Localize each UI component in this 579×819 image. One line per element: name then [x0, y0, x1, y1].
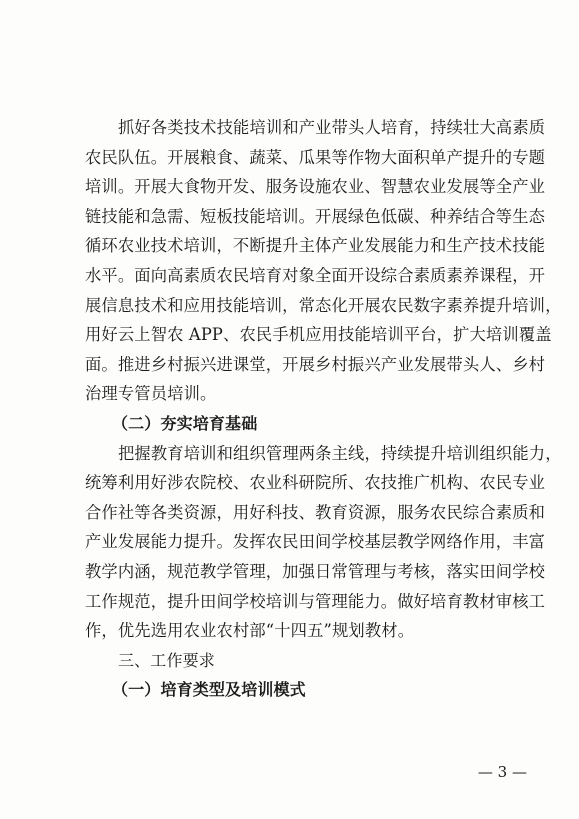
text-line: 教学内涵，规范教学管理，加强日常管理与考核，落实田间学校 [85, 562, 546, 581]
page-number: — 3 — [477, 763, 527, 781]
text-line: 链技能和急需、短板技能培训。开展绿色低碳、种养结合等生态 [85, 207, 546, 226]
section-heading: （一）培育类型及培训模式 [112, 680, 306, 699]
text-line: 工作规范，提升田间学校培训与管理能力。做好培育教材审核工 [85, 592, 546, 611]
text-line: 培训。开展大食物开发、服务设施农业、智慧农业发展等全产业 [85, 177, 546, 196]
text-line: 产业发展能力提升。发挥农民田间学校基层教学网络作用，丰富 [85, 532, 546, 551]
text-line: 用好云上智农 APP、农民手机应用技能培训平台，扩大培训覆盖 [85, 325, 552, 344]
text-line: 展信息技术和应用技能培训，常态化开展农民数字素养提升培训， [85, 296, 562, 315]
text-line: 把握教育培训和组织管理两条主线，持续提升培训组织能力， [118, 444, 562, 463]
chapter-heading: 三、工作要求 [118, 651, 215, 670]
section-heading: （二）夯实培育基础 [112, 414, 258, 433]
text-line: 治理专管员培训。 [85, 384, 217, 403]
text-line: 农民队伍。开展粮食、蔬菜、瓜果等作物大面积单产提升的专题 [85, 148, 546, 167]
text-line: 作，优先选用农业农村部“十四五”规划教材。 [85, 621, 415, 640]
text-line: 统筹利用好涉农院校、农业科研院所、农技推广机构、农民专业 [85, 473, 546, 492]
text-line: 水平。面向高素质农民培育对象全面开设综合素质素养课程，开 [85, 266, 546, 285]
text-line: 面。推进乡村振兴进课堂，开展乡村振兴产业发展带头人、乡村 [85, 355, 546, 374]
text-line: 抓好各类技术技能培训和产业带头人培育，持续壮大高素质 [118, 118, 546, 137]
text-line: 循环农业技术培训，不断提升主体产业发展能力和生产技术技能 [85, 236, 546, 255]
text-line: 合作社等各类资源，用好科技、教育资源，服务农民综合素质和 [85, 503, 546, 522]
